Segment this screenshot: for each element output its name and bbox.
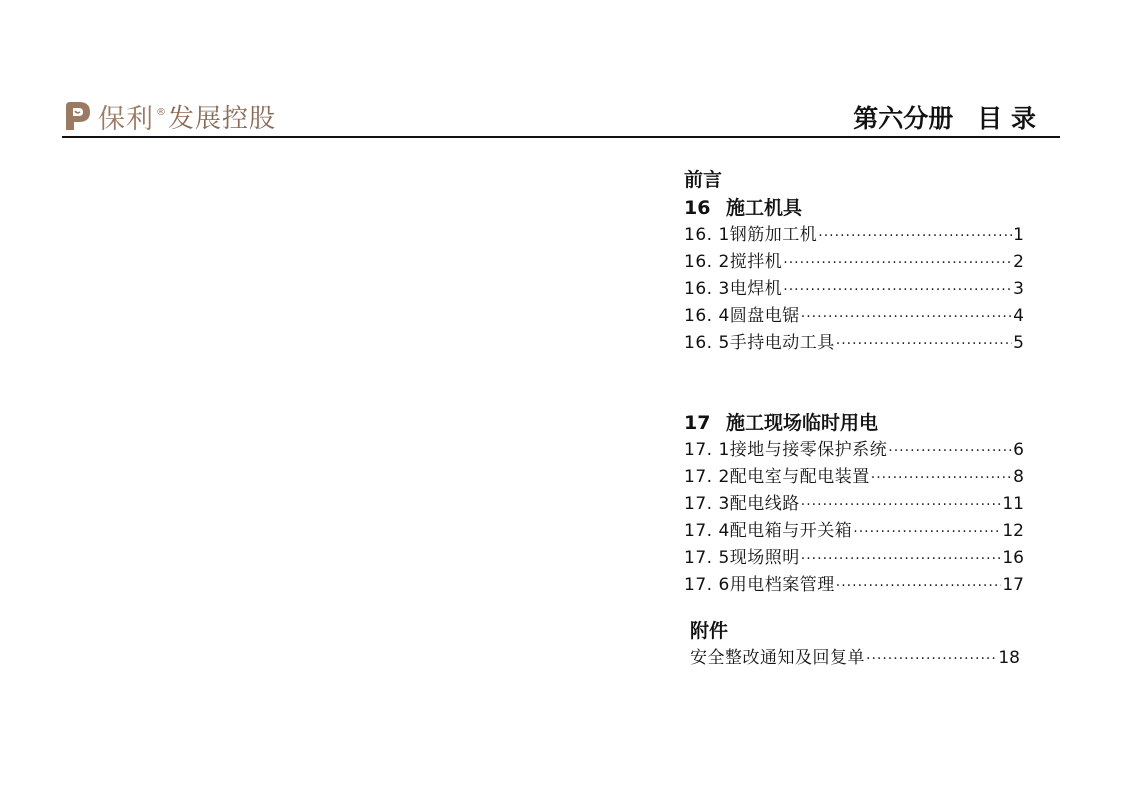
toc-entry-page: 1 xyxy=(1013,225,1024,245)
toc-entry[interactable] xyxy=(684,491,1024,518)
appendix-heading: 附件 xyxy=(690,620,729,642)
page-title xyxy=(853,99,1036,135)
volume-title: 第六分册 xyxy=(853,104,954,133)
toc-entry-page: 8 xyxy=(1013,467,1024,487)
toc-entry-label: 17. 3配电线路 xyxy=(684,494,800,514)
toc-entry[interactable] xyxy=(684,276,1024,303)
toc-entry-label: 16. 5手持电动工具 xyxy=(684,333,835,353)
dot-leader xyxy=(853,519,1001,546)
section-title: 施工现场临时用电 xyxy=(726,412,879,434)
section-number: 16 xyxy=(684,197,711,219)
table-of-contents xyxy=(684,166,1024,672)
toc-entry-label: 17. 1接地与接零保护系统 xyxy=(684,440,888,460)
toc-entry-page: 4 xyxy=(1013,306,1024,326)
toc-entry[interactable] xyxy=(684,437,1024,464)
company-logo xyxy=(62,98,276,134)
section-title: 施工机具 xyxy=(726,197,803,219)
toc-entry-page: 6 xyxy=(1013,440,1024,460)
logo-subtitle: 发展控股 xyxy=(168,103,277,134)
logo-brand-name: 保利 xyxy=(98,103,154,135)
dot-leader xyxy=(866,646,997,673)
toc-entry-page: 18 xyxy=(998,648,1020,668)
toc-entry-page: 11 xyxy=(1002,494,1024,514)
dot-leader xyxy=(888,438,1012,465)
appendix-entries xyxy=(690,645,1020,672)
toc-entry[interactable] xyxy=(684,330,1024,357)
registered-mark: ® xyxy=(156,106,166,118)
toc-entry-page: 17 xyxy=(1002,575,1024,595)
toc-entry[interactable] xyxy=(690,645,1020,672)
toc-entry[interactable] xyxy=(684,572,1024,599)
toc-entry[interactable] xyxy=(684,545,1024,572)
section-16-heading xyxy=(684,194,1024,222)
toc-entry-label: 16. 1钢筋加工机 xyxy=(684,225,818,245)
toc-entry-page: 2 xyxy=(1013,252,1024,272)
dot-leader xyxy=(818,223,1012,250)
toc-entry-label: 16. 2搅拌机 xyxy=(684,252,783,272)
toc-entry-page: 16 xyxy=(1002,548,1024,568)
dot-leader xyxy=(801,304,1012,331)
toc-entry-label: 17. 2配电室与配电装置 xyxy=(684,467,870,487)
toc-entry-label: 17. 6用电档案管理 xyxy=(684,575,835,595)
poly-logo-icon xyxy=(62,100,92,132)
appendix-block xyxy=(690,617,1020,672)
toc-entry-label: 17. 5现场照明 xyxy=(684,548,800,568)
toc-entry[interactable] xyxy=(684,222,1024,249)
dot-leader xyxy=(871,465,1012,492)
section-17-heading xyxy=(684,409,1024,437)
section-16-entries xyxy=(684,222,1024,357)
toc-entry[interactable] xyxy=(684,464,1024,491)
toc-entry-page: 3 xyxy=(1013,279,1024,299)
header-divider xyxy=(62,136,1060,138)
dot-leader xyxy=(783,250,1012,277)
toc-entry-label: 17. 4配电箱与开关箱 xyxy=(684,521,853,541)
contents-title: 目 录 xyxy=(977,104,1036,133)
preface-heading: 前言 xyxy=(684,169,723,191)
toc-entry-label: 安全整改通知及回复单 xyxy=(690,648,865,668)
dot-leader xyxy=(836,331,1012,358)
toc-entry-page: 5 xyxy=(1013,333,1024,353)
toc-entry[interactable] xyxy=(684,303,1024,330)
toc-entry[interactable] xyxy=(684,518,1024,545)
dot-leader xyxy=(801,492,1002,519)
dot-leader xyxy=(783,277,1012,304)
section-17-entries xyxy=(684,437,1024,599)
toc-entry-label: 16. 4圆盘电锯 xyxy=(684,306,800,326)
dot-leader xyxy=(836,573,1002,600)
dot-leader xyxy=(801,546,1002,573)
toc-entry-page: 12 xyxy=(1002,521,1024,541)
section-number: 17 xyxy=(684,412,711,434)
toc-entry[interactable] xyxy=(684,249,1024,276)
toc-entry-label: 16. 3电焊机 xyxy=(684,279,783,299)
